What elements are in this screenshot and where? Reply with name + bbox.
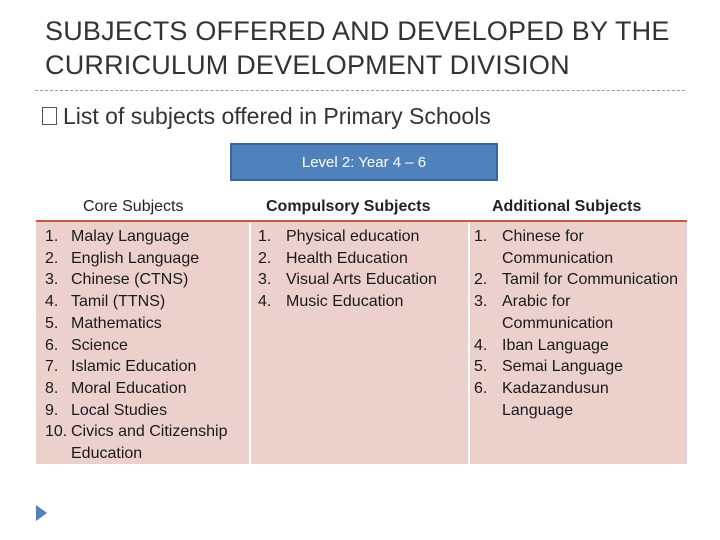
level-banner: Level 2: Year 4 – 6 bbox=[230, 143, 498, 181]
list-item bbox=[474, 378, 684, 421]
header-underline bbox=[36, 220, 687, 222]
core-subjects-header: Core Subjects bbox=[83, 198, 184, 215]
slide-title: SUBJECTS OFFERED AND DEVELOPED BY THE CURRICULUM DEVELOPMENT DIVISION bbox=[45, 16, 670, 80]
item-text: Chinese for Communication bbox=[502, 228, 614, 267]
item-number: 4. bbox=[45, 293, 59, 311]
item-number: 3. bbox=[474, 293, 488, 311]
item-text: English Language bbox=[71, 249, 200, 267]
list-item bbox=[45, 378, 255, 400]
compulsory-subjects-list bbox=[258, 226, 478, 313]
list-item bbox=[474, 226, 684, 269]
item-text: Arabic for Communication bbox=[502, 293, 614, 332]
list-item bbox=[45, 248, 255, 270]
list-item bbox=[45, 356, 255, 378]
item-text: Semai Language bbox=[502, 358, 623, 376]
item-text: Chinese (CTNS) bbox=[71, 271, 189, 289]
item-text: Science bbox=[71, 336, 128, 354]
item-number: 2. bbox=[258, 249, 272, 267]
item-number: 7. bbox=[45, 358, 59, 376]
item-number: 1. bbox=[474, 228, 488, 245]
list-item bbox=[45, 269, 255, 291]
item-text: Mathematics bbox=[71, 314, 162, 332]
item-number: 5. bbox=[45, 314, 59, 332]
bullet-text: List of subjects offered in Primary Schools bbox=[63, 103, 491, 129]
list-item bbox=[45, 313, 255, 335]
compulsory-subjects-header: Compulsory Subjects bbox=[266, 198, 431, 215]
item-number: 5. bbox=[474, 358, 488, 376]
item-number: 2. bbox=[45, 249, 59, 267]
item-text: Tamil (TTNS) bbox=[71, 293, 166, 311]
item-number: 1. bbox=[45, 228, 59, 245]
list-item bbox=[258, 269, 478, 291]
additional-subjects-list bbox=[474, 226, 684, 421]
subjects-table bbox=[36, 190, 687, 464]
item-text: Kadazandusun Language bbox=[502, 379, 609, 419]
item-text: Physical education bbox=[286, 228, 420, 245]
list-item bbox=[258, 226, 478, 248]
list-item bbox=[258, 291, 478, 313]
item-text: Local Studies bbox=[71, 401, 168, 419]
item-text: Moral Education bbox=[71, 379, 187, 397]
item-number: 6. bbox=[474, 379, 488, 397]
list-item bbox=[45, 291, 255, 313]
item-text: Health Education bbox=[286, 249, 408, 267]
item-number: 4. bbox=[474, 336, 488, 354]
item-number: 3. bbox=[45, 271, 59, 289]
item-text: Music Education bbox=[286, 293, 404, 311]
list-item bbox=[474, 335, 684, 357]
item-text: Tamil for Communication bbox=[502, 271, 679, 289]
next-slide-arrow-icon[interactable] bbox=[36, 505, 47, 521]
list-item bbox=[45, 421, 255, 464]
item-number: 10. bbox=[45, 423, 68, 441]
item-number: 1. bbox=[258, 228, 272, 245]
checkbox-bullet-icon bbox=[42, 107, 57, 125]
item-number: 9. bbox=[45, 401, 59, 419]
list-item bbox=[474, 291, 684, 334]
list-item bbox=[45, 400, 255, 422]
list-item bbox=[45, 226, 255, 248]
item-number: 8. bbox=[45, 379, 59, 397]
title-divider bbox=[35, 90, 685, 91]
list-item bbox=[45, 335, 255, 357]
bullet-point bbox=[42, 100, 491, 132]
core-subjects-list bbox=[45, 226, 255, 465]
list-item bbox=[258, 248, 478, 270]
additional-subjects-header: Additional Subjects bbox=[492, 198, 642, 215]
item-text: Visual Arts Education bbox=[286, 271, 437, 289]
item-text: Civics and Citizenship Education bbox=[71, 423, 228, 463]
table-header-row bbox=[36, 190, 687, 220]
item-number: 2. bbox=[474, 271, 488, 289]
item-number: 6. bbox=[45, 336, 59, 354]
item-number: 3. bbox=[258, 271, 272, 289]
list-item bbox=[474, 269, 684, 291]
item-text: Islamic Education bbox=[71, 358, 197, 376]
item-number: 4. bbox=[258, 293, 272, 311]
list-item bbox=[474, 356, 684, 378]
item-text: Malay Language bbox=[71, 228, 190, 245]
item-text: Iban Language bbox=[502, 336, 609, 354]
